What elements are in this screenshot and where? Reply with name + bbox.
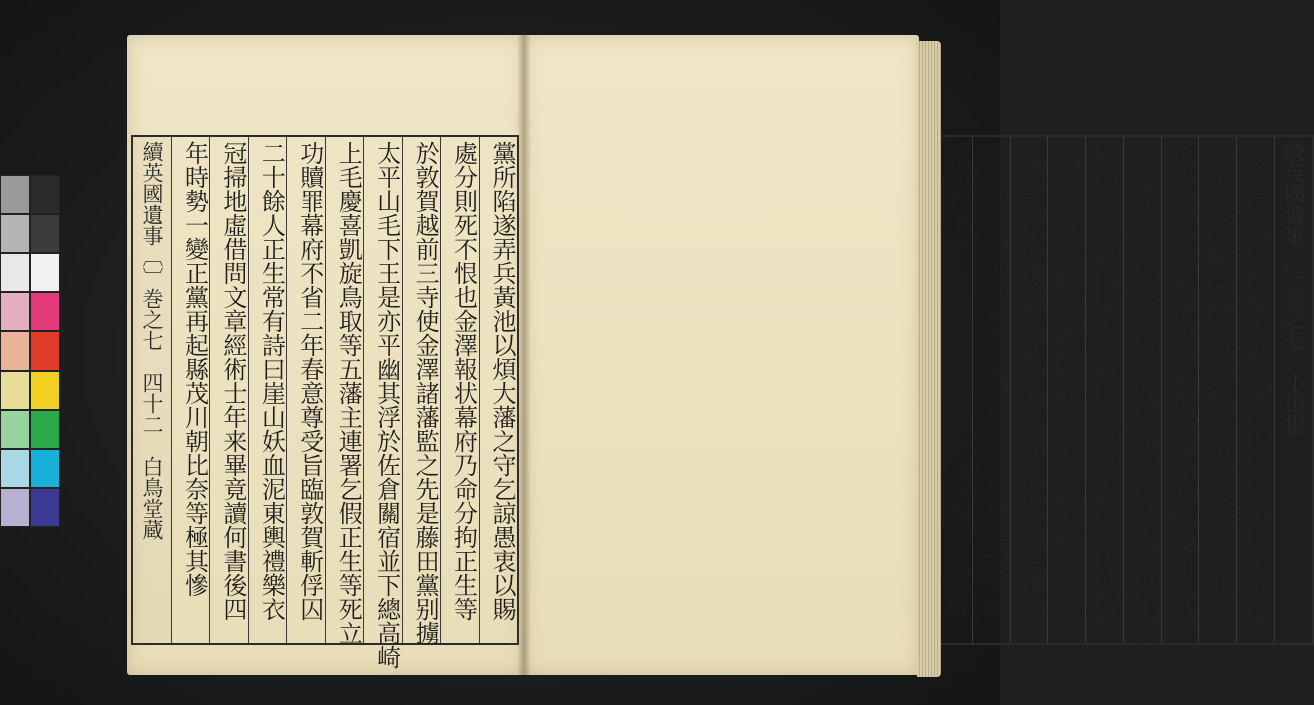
text-column [402,137,440,643]
column-text: 上毛慶喜凱旋鳥取等五藩主連署乞假正生等死立 [334,141,363,645]
text-column [1085,137,1123,643]
page-edges [917,41,941,677]
calibration-swatch [0,449,30,488]
calibration-swatch [0,488,30,527]
text-column [1010,137,1048,643]
hashira-text: 續英國遺事〔〕巻之七 四十二 白鳥堂蔵 [140,141,164,540]
left-text-frame [131,135,519,669]
text-column [479,137,517,643]
left-page [127,35,524,675]
text-column [209,137,247,643]
text-column [248,137,286,643]
text-column [171,137,209,643]
hashira-text: 続英國遺事〔〕巻之七 小田根 [1282,141,1306,435]
open-book [127,35,1306,680]
text-column [440,137,478,643]
text-column [1123,137,1161,643]
book-gutter [517,35,531,675]
text-column [1198,137,1236,643]
color-calibration-strip [0,175,60,527]
calibration-swatch [0,214,30,253]
text-column [325,137,363,643]
column-text: 邊事而言不行今中納言慶喜亦奉勅輔將軍以謀攘 [1131,141,1160,645]
column-text: 自戊午攘夷詔下以降贈大納言齊昭鞠躬盡瘁畫策 [1169,141,1198,645]
calibration-swatch [0,371,30,410]
calibration-swatch [30,449,60,488]
text-column [972,137,1010,643]
calibration-swatch [30,331,60,370]
text-column [1047,137,1085,643]
calibration-swatch [0,331,30,370]
calibration-swatch [0,292,30,331]
calibration-swatch [30,253,60,292]
calibration-swatch [30,410,60,449]
column-text: 功贖罪幕府不省二年春意尊受旨臨敦賀斬俘囚 [295,141,324,621]
calibration-swatch [30,214,60,253]
calibration-swatch [30,292,60,331]
column-text: 小田原兵在海津正生開之捧書乞哀不許正生寃 [1244,141,1273,621]
column-text: 糾合同志欲以一舉徇義庶幾可勉消埃之報以成 [1018,141,1047,621]
column-text: 今茲五月幕府始布鎖港勅某等喜謂千歲一時乃 [1056,141,1085,621]
calibration-swatch [0,253,30,292]
column-text: 黨所陷遂弄兵黃池以煩大藩之守乞諒愚衷以賜 [487,141,516,621]
column-text: 慶復校金澤乞降至再不納乃呈書請除賊名且曰 [1207,141,1236,621]
column-text: 夷而海氛自如殆使神州陸沈區區之志不勝悲憤 [1093,141,1122,621]
column-text: 於敦賀越前三寺使金澤諸藩監之先是藤田黨别擄 [411,141,440,645]
text-column [1236,137,1274,643]
calibration-swatch [30,175,60,214]
column-text: 二十餘人正生常有詩曰崖山妖血泥東輿禮樂衣 [257,141,286,621]
right-hashira-title [1274,137,1313,643]
calibration-swatch [0,175,30,214]
column-text: 年時勢一變正黨再起縣茂川朝比奈等極其慘 [180,141,209,597]
column-text: 太平山毛下王是亦平幽其浮於佐倉關宿並下總高崎 [372,141,401,669]
calibration-swatch [30,371,60,410]
text-column [363,137,401,669]
column-text: 寡君累葉之志是豈某等之好兵嫌亂乎顧攘夷事 [980,141,1009,621]
column-text: 冠掃地虛借問文章經術士年来畢竟讀何書後四 [218,141,247,621]
text-column [286,137,324,643]
calibration-swatch [0,410,30,449]
right-text-frame [932,135,1314,645]
left-hashira-title [133,137,171,643]
column-text: 處分則死不恨也金澤報状幕府乃命分拘正生等 [449,141,478,621]
calibration-swatch [30,488,60,527]
text-column [1161,137,1199,643]
column-text: 重詔旨匪輕志士不可一日偷安也何圖一旦為好 [942,141,971,621]
right-page [524,35,1306,675]
